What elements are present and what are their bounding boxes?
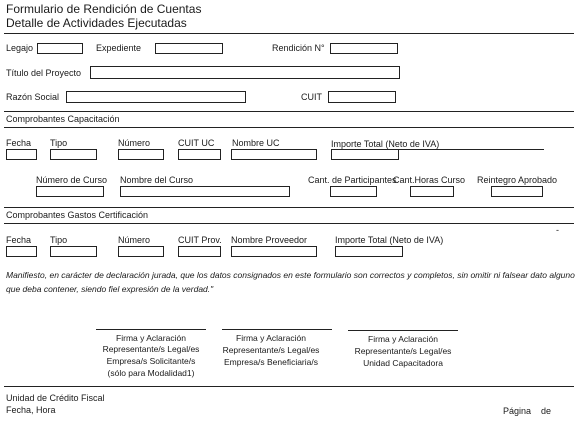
- razon-social-field[interactable]: [66, 91, 246, 103]
- cap-horas-label: Cant.Horas Curso: [393, 175, 466, 185]
- cap-nombre-curso-label: Nombre del Curso: [120, 175, 194, 185]
- divider: [4, 127, 574, 128]
- sig2-line-1: Firma y Aclaración: [236, 333, 306, 343]
- cap-reintegro-label: Reintegro Aprobado: [477, 175, 558, 185]
- cap-nombre-curso-field[interactable]: [120, 186, 290, 197]
- divider: [331, 149, 544, 150]
- sig3-line-3: Unidad Capacitadora: [363, 358, 443, 368]
- cap-tipo-field[interactable]: [50, 149, 97, 160]
- cap-reintegro-field[interactable]: [491, 186, 543, 197]
- cap-nro-curso-field[interactable]: [36, 186, 104, 197]
- cap-nombre-uc-field[interactable]: [231, 149, 317, 160]
- certificacion-section-title: Comprobantes Gastos Certificación: [6, 210, 149, 220]
- cert-cuit-prov-field[interactable]: [178, 246, 221, 257]
- sig3-line-1: Firma y Aclaración: [368, 334, 438, 344]
- divider: [4, 386, 574, 387]
- cert-tipo-label: Tipo: [50, 235, 68, 245]
- form-subtitle: Detalle de Actividades Ejecutadas: [6, 16, 187, 30]
- rendicion-label: Rendición N°: [272, 43, 325, 53]
- titulo-proyecto-field[interactable]: [90, 66, 400, 79]
- cert-cuit-prov-label: CUIT Prov.: [178, 235, 222, 245]
- cert-fecha-field[interactable]: [6, 246, 37, 257]
- form-title: Formulario de Rendición de Cuentas: [6, 2, 202, 16]
- cuit-field[interactable]: [328, 91, 396, 103]
- cap-fecha-label: Fecha: [6, 138, 32, 148]
- rendicion-field[interactable]: [330, 43, 398, 54]
- signature-line-2: [222, 329, 332, 330]
- cert-importe-field[interactable]: [335, 246, 403, 257]
- stray-mark: -: [556, 225, 559, 235]
- cap-numero-field[interactable]: [118, 149, 164, 160]
- divider: [4, 207, 574, 208]
- cap-cuit-uc-label: CUIT UC: [178, 138, 215, 148]
- sig2-line-2: Representante/s Legal/es: [222, 345, 320, 355]
- cap-cuit-uc-field[interactable]: [178, 149, 221, 160]
- page-number: Página de: [503, 406, 552, 416]
- sig1-line-2: Representante/s Legal/es: [102, 344, 200, 354]
- expediente-field[interactable]: [155, 43, 223, 54]
- titulo-proyecto-label: Título del Proyecto: [6, 68, 82, 78]
- divider: [4, 223, 574, 224]
- divider: [4, 111, 574, 112]
- cert-nombre-prov-label: Nombre Proveedor: [231, 235, 308, 245]
- legajo-label: Legajo: [6, 43, 34, 53]
- signature-line-3: [348, 330, 458, 331]
- sig1-line-1: Firma y Aclaración: [116, 333, 186, 343]
- unidad-credito-fiscal: Unidad de Crédito Fiscal: [6, 393, 105, 403]
- razon-social-label: Razón Social: [6, 92, 60, 102]
- cap-nro-curso-label: Número de Curso: [36, 175, 108, 185]
- cap-participantes-field[interactable]: [330, 186, 377, 197]
- cert-nombre-prov-field[interactable]: [231, 246, 317, 257]
- cap-importe-label: Importe Total (Neto de IVA): [331, 139, 440, 149]
- declaration-line-1: Manifiesto, en carácter de declaración jurada, que los datos consignados en este formulario son correctos y completos, sin omitir ni falsear dato alguno: [6, 270, 575, 280]
- cert-numero-label: Número: [118, 235, 151, 245]
- cert-fecha-label: Fecha: [6, 235, 32, 245]
- cap-tipo-label: Tipo: [50, 138, 68, 148]
- sig1-line-3: Empresa/s Solicitante/s: [106, 356, 196, 366]
- legajo-field[interactable]: [37, 43, 83, 54]
- cuit-label: CUIT: [301, 92, 322, 102]
- cert-tipo-field[interactable]: [50, 246, 97, 257]
- sig1-line-4: (sólo para Modalidad1): [107, 368, 195, 378]
- cap-participantes-label: Cant. de Participantes: [308, 175, 397, 185]
- sig3-line-2: Representante/s Legal/es: [354, 346, 452, 356]
- signature-line-1: [96, 329, 206, 330]
- capacitacion-section-title: Comprobantes Capacitación: [6, 114, 120, 124]
- cert-numero-field[interactable]: [118, 246, 164, 257]
- cap-numero-label: Número: [118, 138, 151, 148]
- cap-horas-field[interactable]: [410, 186, 454, 197]
- divider: [4, 33, 574, 34]
- declaration-line-2: que deba contener, siendo fiel expresión de la verdad.": [6, 284, 214, 294]
- cap-fecha-field[interactable]: [6, 149, 37, 160]
- cap-importe-field[interactable]: [331, 149, 399, 160]
- cap-nombre-uc-label: Nombre UC: [232, 138, 280, 148]
- sig2-line-3: Empresa/s Beneficiaria/s: [223, 357, 318, 367]
- expediente-label: Expediente: [96, 43, 142, 53]
- cert-importe-label: Importe Total (Neto de IVA): [335, 235, 444, 245]
- fecha-hora: Fecha, Hora: [6, 405, 56, 415]
